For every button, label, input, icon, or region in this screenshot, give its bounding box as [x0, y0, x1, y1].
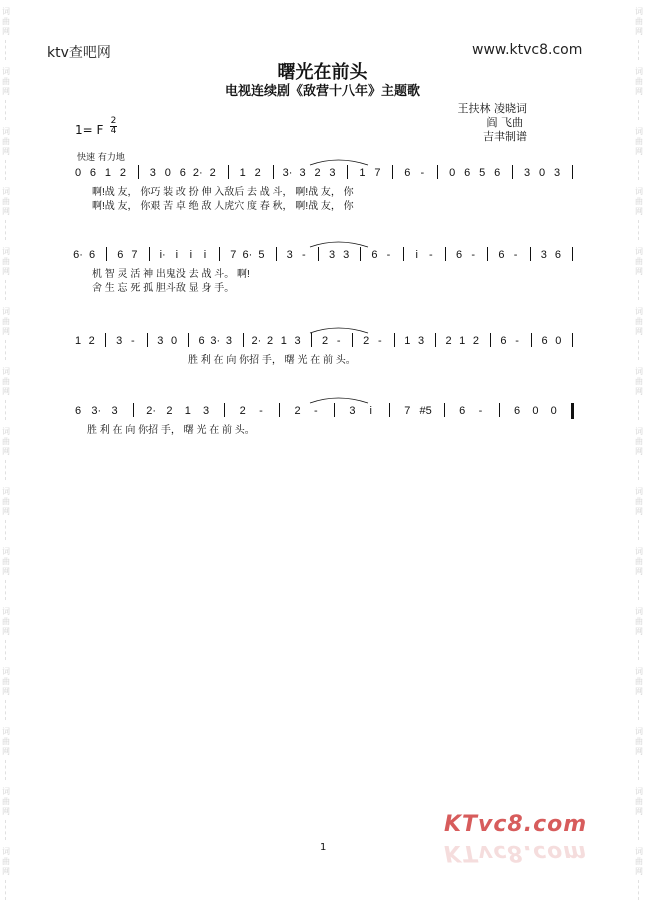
watermark-char: 曲 — [2, 677, 10, 686]
note: 2 — [321, 335, 329, 347]
barline — [106, 247, 107, 261]
watermark-char: 曲 — [2, 77, 10, 86]
watermark-divider — [5, 220, 7, 240]
watermark-char: 网 — [2, 507, 10, 516]
watermark-char: 网 — [635, 507, 643, 516]
note: 6 — [498, 249, 505, 261]
note: 1 — [184, 405, 191, 417]
barline — [531, 333, 532, 347]
barline — [437, 165, 438, 179]
note: 3· — [91, 405, 102, 417]
site-url[interactable]: www.ktvc8.com — [472, 42, 583, 58]
note: 0 — [538, 167, 546, 179]
slur-mark — [308, 155, 645, 167]
watermark-char: 词 — [635, 427, 643, 436]
note: 6 — [117, 249, 124, 261]
note: - — [478, 405, 483, 417]
note: 1 — [280, 335, 287, 347]
watermark-divider — [638, 40, 640, 60]
note: 2 — [209, 167, 216, 179]
watermark-divider — [638, 880, 640, 900]
note: 3 — [111, 405, 118, 417]
note: 3 — [349, 405, 356, 417]
slur-mark — [308, 323, 645, 335]
watermark-char: 词 — [2, 727, 10, 736]
watermark-char: 网 — [635, 267, 643, 276]
watermark-char: 网 — [635, 387, 643, 396]
watermark-char: 曲 — [635, 617, 643, 626]
watermark-char: 曲 — [2, 797, 10, 806]
watermark-char: 词 — [635, 367, 643, 376]
watermark-char: 曲 — [635, 857, 643, 866]
note: 3 — [343, 249, 350, 261]
note: 6 — [514, 405, 521, 417]
note: i — [175, 249, 179, 261]
credit-arranger: 吉聿制谱 — [483, 130, 527, 143]
note: - — [429, 249, 433, 261]
watermark-divider — [5, 640, 7, 660]
watermark-char: 曲 — [2, 257, 10, 266]
barline — [276, 247, 277, 261]
note: - — [420, 167, 425, 179]
watermark-divider — [638, 340, 640, 360]
watermark-char: 曲 — [635, 737, 643, 746]
watermark-char: 词 — [635, 487, 643, 496]
note: 2 — [363, 335, 370, 347]
barline — [572, 165, 573, 179]
note: - — [386, 249, 391, 261]
watermark-char: 词 — [635, 247, 643, 256]
watermark-char: 词 — [635, 607, 643, 616]
watermark-char: 曲 — [635, 137, 643, 146]
watermark-divider — [5, 400, 7, 420]
watermark-char: 网 — [2, 87, 10, 96]
page-number: 1 — [320, 842, 327, 853]
watermark-divider — [638, 460, 640, 480]
note: 7 — [230, 249, 237, 261]
note: 6 — [456, 249, 463, 261]
watermark-divider — [638, 520, 640, 540]
note: 3 — [299, 167, 306, 179]
watermark-divider — [638, 760, 640, 780]
note: 6 — [459, 405, 466, 417]
watermark-char: 网 — [2, 207, 10, 216]
barline — [243, 333, 244, 347]
watermark-char: 词 — [2, 7, 10, 16]
watermark-char: 词 — [2, 847, 10, 856]
note: 3 — [328, 249, 336, 261]
note: 3 — [540, 249, 547, 261]
barline — [138, 165, 139, 179]
note: 2 — [239, 405, 246, 417]
watermark-char: 曲 — [635, 677, 643, 686]
note: 3 — [203, 405, 210, 417]
barline — [352, 333, 353, 347]
note: 2 — [314, 167, 321, 179]
watermark-divider — [5, 340, 7, 360]
watermark-char: 网 — [2, 27, 10, 36]
barline — [487, 247, 488, 261]
barline — [279, 403, 280, 417]
note: 3 — [524, 167, 531, 179]
watermark-char: 网 — [635, 867, 643, 876]
watermark-char: 网 — [635, 687, 643, 696]
note: 3· — [282, 167, 293, 179]
note: 3 — [294, 335, 301, 347]
watermark-char: 网 — [2, 627, 10, 636]
watermark-char: 网 — [2, 567, 10, 576]
note: 0 — [164, 167, 171, 179]
watermark-char: 曲 — [2, 377, 10, 386]
note: 2 — [294, 405, 301, 417]
barline — [228, 165, 229, 179]
note: 6· — [242, 249, 253, 261]
watermark-char: 词 — [635, 547, 643, 556]
watermark-divider — [638, 640, 640, 660]
note: 6 — [554, 249, 561, 261]
credit-lyricist: 王扶林 凌晓词 — [457, 102, 527, 115]
watermark-char: 曲 — [2, 17, 10, 26]
barline — [572, 247, 573, 261]
lyrics-line-1: 机 智 灵 活 神 出鬼没 去 战 斗。 啊! — [92, 269, 250, 280]
barline — [334, 403, 335, 417]
watermark-char: 词 — [2, 247, 10, 256]
note: i — [369, 405, 372, 417]
watermark-divider — [638, 580, 640, 600]
key-signature: 1= F — [75, 123, 104, 137]
note: 6 — [404, 167, 411, 179]
note: 6 — [198, 335, 205, 347]
note: 1 — [239, 167, 246, 179]
barline — [499, 403, 500, 417]
note: 0 — [170, 335, 178, 347]
note: - — [513, 249, 518, 261]
watermark-char: 曲 — [635, 797, 643, 806]
lyrics-line-1: 胜 利 在 向 你招 手， 曙 光 在 前 头。 — [188, 355, 356, 366]
note: 0 — [74, 167, 82, 179]
barline — [389, 403, 390, 417]
watermark-char: 网 — [635, 627, 643, 636]
watermark-char: 曲 — [2, 137, 10, 146]
watermark-char: 网 — [635, 147, 643, 156]
watermark-char: 曲 — [635, 257, 643, 266]
note: 3 — [329, 167, 336, 179]
note: 3 — [286, 249, 293, 261]
watermark-char: 词 — [635, 307, 643, 316]
barline — [444, 403, 445, 417]
watermark-char: 词 — [2, 607, 10, 616]
barline — [403, 247, 404, 261]
watermark-char: 曲 — [2, 197, 10, 206]
barline — [188, 333, 189, 347]
watermark-char: 网 — [2, 447, 10, 456]
note: 1 — [104, 167, 111, 179]
watermark-char: 词 — [2, 307, 10, 316]
note: 1 — [359, 167, 366, 179]
barline — [490, 333, 491, 347]
note: 0 — [532, 405, 539, 417]
note: - — [336, 335, 341, 347]
note: 1 — [459, 335, 466, 347]
slur-mark — [308, 393, 645, 405]
note: 6 — [89, 167, 97, 179]
note: 6 — [371, 249, 378, 261]
lyrics-line-1: 胜 利 在 向 你招 手， 曙 光 在 前 头。 — [87, 425, 255, 436]
note: 3 — [116, 335, 123, 347]
watermark-char: 网 — [635, 87, 643, 96]
watermark-char: 词 — [635, 787, 643, 796]
watermark-char: 网 — [2, 147, 10, 156]
watermark-char: 网 — [2, 267, 10, 276]
note: 7 — [404, 405, 411, 417]
note: i — [189, 249, 193, 261]
watermark-char: 网 — [635, 807, 643, 816]
watermark-divider — [638, 280, 640, 300]
note: i — [203, 249, 207, 261]
note: - — [259, 405, 263, 417]
note: - — [378, 335, 382, 347]
watermark-char: 曲 — [635, 557, 643, 566]
watermark-char: 曲 — [2, 437, 10, 446]
watermark-char: 词 — [2, 547, 10, 556]
note: 2· — [146, 405, 157, 417]
watermark-char: 词 — [635, 847, 643, 856]
barline — [273, 165, 274, 179]
note: 6· — [73, 249, 83, 261]
time-signature — [110, 117, 117, 136]
barline — [105, 333, 106, 347]
note: - — [131, 335, 135, 347]
note: 2· — [192, 167, 203, 179]
song-title: 曙光在前头 — [277, 62, 368, 83]
watermark-char: 词 — [635, 727, 643, 736]
watermark-char: 网 — [2, 387, 10, 396]
watermark-char: 网 — [2, 807, 10, 816]
watermark-char: 曲 — [635, 437, 643, 446]
left-watermark-strip — [0, 0, 12, 891]
watermark-char: 网 — [2, 867, 10, 876]
lyrics-line-2: 舍 生 忘 死 孤 胆斗敌 显 身 手。 — [92, 283, 235, 294]
note: 0 — [449, 167, 456, 179]
watermark-char: 词 — [2, 487, 10, 496]
site-name: ktv查吧网 — [47, 45, 111, 61]
barline — [224, 403, 225, 417]
final-barline — [571, 403, 574, 419]
barline — [149, 247, 150, 261]
note: 3 — [553, 167, 561, 179]
watermark-char: 曲 — [635, 317, 643, 326]
note: 7 — [131, 249, 138, 261]
watermark-char: 网 — [2, 327, 10, 336]
ktvc8-logo-reflection: KTvc8.com — [444, 840, 588, 865]
watermark-char: 词 — [2, 427, 10, 436]
note: 6 — [89, 249, 96, 261]
lyrics-line-1: 啊!战 友， 你巧 装 改 扮 伸 入敌后 去 战 斗， 啊!战 友， 你 — [92, 187, 354, 198]
watermark-char: 词 — [635, 7, 643, 16]
ktvc8-logo: KTvc8.com — [444, 812, 588, 837]
note: 0 — [555, 335, 562, 347]
note: 5 — [479, 167, 486, 179]
barline — [360, 247, 361, 261]
note: - — [515, 335, 519, 347]
note: 2 — [445, 335, 452, 347]
barline — [572, 333, 573, 347]
watermark-char: 词 — [2, 667, 10, 676]
song-subtitle: 电视连续剧《敌营十八年》主题歌 — [224, 84, 420, 99]
watermark-divider — [5, 100, 7, 120]
note: 3 — [225, 335, 232, 347]
watermark-divider — [638, 700, 640, 720]
note: 2 — [472, 335, 479, 347]
barline — [133, 403, 134, 417]
watermark-divider — [5, 880, 7, 900]
watermark-divider — [5, 40, 7, 60]
watermark-divider — [5, 820, 7, 840]
watermark-char: 词 — [635, 127, 643, 136]
barline — [435, 333, 436, 347]
watermark-char: 网 — [635, 747, 643, 756]
watermark-char: 曲 — [635, 197, 643, 206]
watermark-char: 曲 — [2, 737, 10, 746]
note: 0 — [550, 405, 557, 417]
watermark-divider — [638, 100, 640, 120]
right-watermark-strip — [633, 0, 645, 891]
note: 2 — [88, 335, 95, 347]
watermark-char: 词 — [635, 67, 643, 76]
time-signature-bottom: 4 — [110, 126, 117, 136]
watermark-char: 曲 — [2, 557, 10, 566]
time-signature-top: 2 — [110, 116, 117, 126]
watermark-divider — [5, 160, 7, 180]
note: 6 — [494, 167, 501, 179]
watermark-divider — [638, 820, 640, 840]
watermark-char: 网 — [2, 687, 10, 696]
watermark-char: 词 — [635, 667, 643, 676]
watermark-char: 网 — [635, 207, 643, 216]
barline — [219, 247, 220, 261]
barline — [394, 333, 395, 347]
tempo-marking: 快速 有力地 — [77, 153, 125, 163]
credit-composer: 阎 飞曲 — [486, 116, 523, 129]
note: #5 — [419, 405, 432, 417]
watermark-char: 曲 — [635, 77, 643, 86]
note: 7 — [374, 167, 381, 179]
watermark-char: 曲 — [2, 617, 10, 626]
watermark-char: 词 — [2, 367, 10, 376]
watermark-char: 词 — [2, 187, 10, 196]
note: 6 — [179, 167, 186, 179]
watermark-char: 词 — [2, 787, 10, 796]
note: 6 — [464, 167, 471, 179]
watermark-char: 曲 — [635, 497, 643, 506]
note: i — [415, 249, 418, 261]
watermark-char: 网 — [635, 327, 643, 336]
watermark-divider — [5, 700, 7, 720]
note: 2 — [254, 167, 261, 179]
note: - — [471, 249, 476, 261]
note: 2 — [166, 405, 173, 417]
watermark-char: 曲 — [2, 857, 10, 866]
barline — [311, 333, 312, 347]
note: 6 — [500, 335, 507, 347]
watermark-char: 网 — [635, 447, 643, 456]
note: - — [314, 405, 318, 417]
watermark-char: 曲 — [635, 17, 643, 26]
watermark-divider — [5, 520, 7, 540]
watermark-char: 网 — [2, 747, 10, 756]
watermark-divider — [5, 460, 7, 480]
barline — [147, 333, 148, 347]
slur-mark — [308, 237, 645, 249]
note: i· — [159, 249, 166, 261]
watermark-char: 词 — [2, 67, 10, 76]
note: 3 — [157, 335, 164, 347]
watermark-char: 词 — [635, 187, 643, 196]
note: 2· — [251, 335, 262, 347]
barline — [445, 247, 446, 261]
note: 3 — [149, 167, 156, 179]
note: 3· — [210, 335, 221, 347]
note: 6 — [74, 405, 82, 417]
note: 5 — [258, 249, 265, 261]
note: 1 — [404, 335, 411, 347]
note: 1 — [74, 335, 82, 347]
barline — [318, 247, 319, 261]
watermark-char: 曲 — [635, 377, 643, 386]
watermark-char: 曲 — [2, 317, 10, 326]
watermark-divider — [5, 580, 7, 600]
watermark-divider — [5, 280, 7, 300]
watermark-char: 网 — [635, 567, 643, 576]
barline — [392, 165, 393, 179]
watermark-char: 网 — [635, 27, 643, 36]
note: 3 — [417, 335, 425, 347]
note: 2 — [119, 167, 126, 179]
barline — [347, 165, 348, 179]
barline — [530, 247, 531, 261]
barline — [512, 165, 513, 179]
lyrics-line-2: 啊!战 友， 你艰 苦 卓 绝 敌 人虎穴 度 春 秋， 啊!战 友， 你 — [92, 201, 354, 212]
watermark-char: 词 — [2, 127, 10, 136]
note: - — [301, 249, 306, 261]
watermark-divider — [5, 760, 7, 780]
watermark-char: 曲 — [2, 497, 10, 506]
note: 6 — [541, 335, 548, 347]
note: 2 — [267, 335, 274, 347]
